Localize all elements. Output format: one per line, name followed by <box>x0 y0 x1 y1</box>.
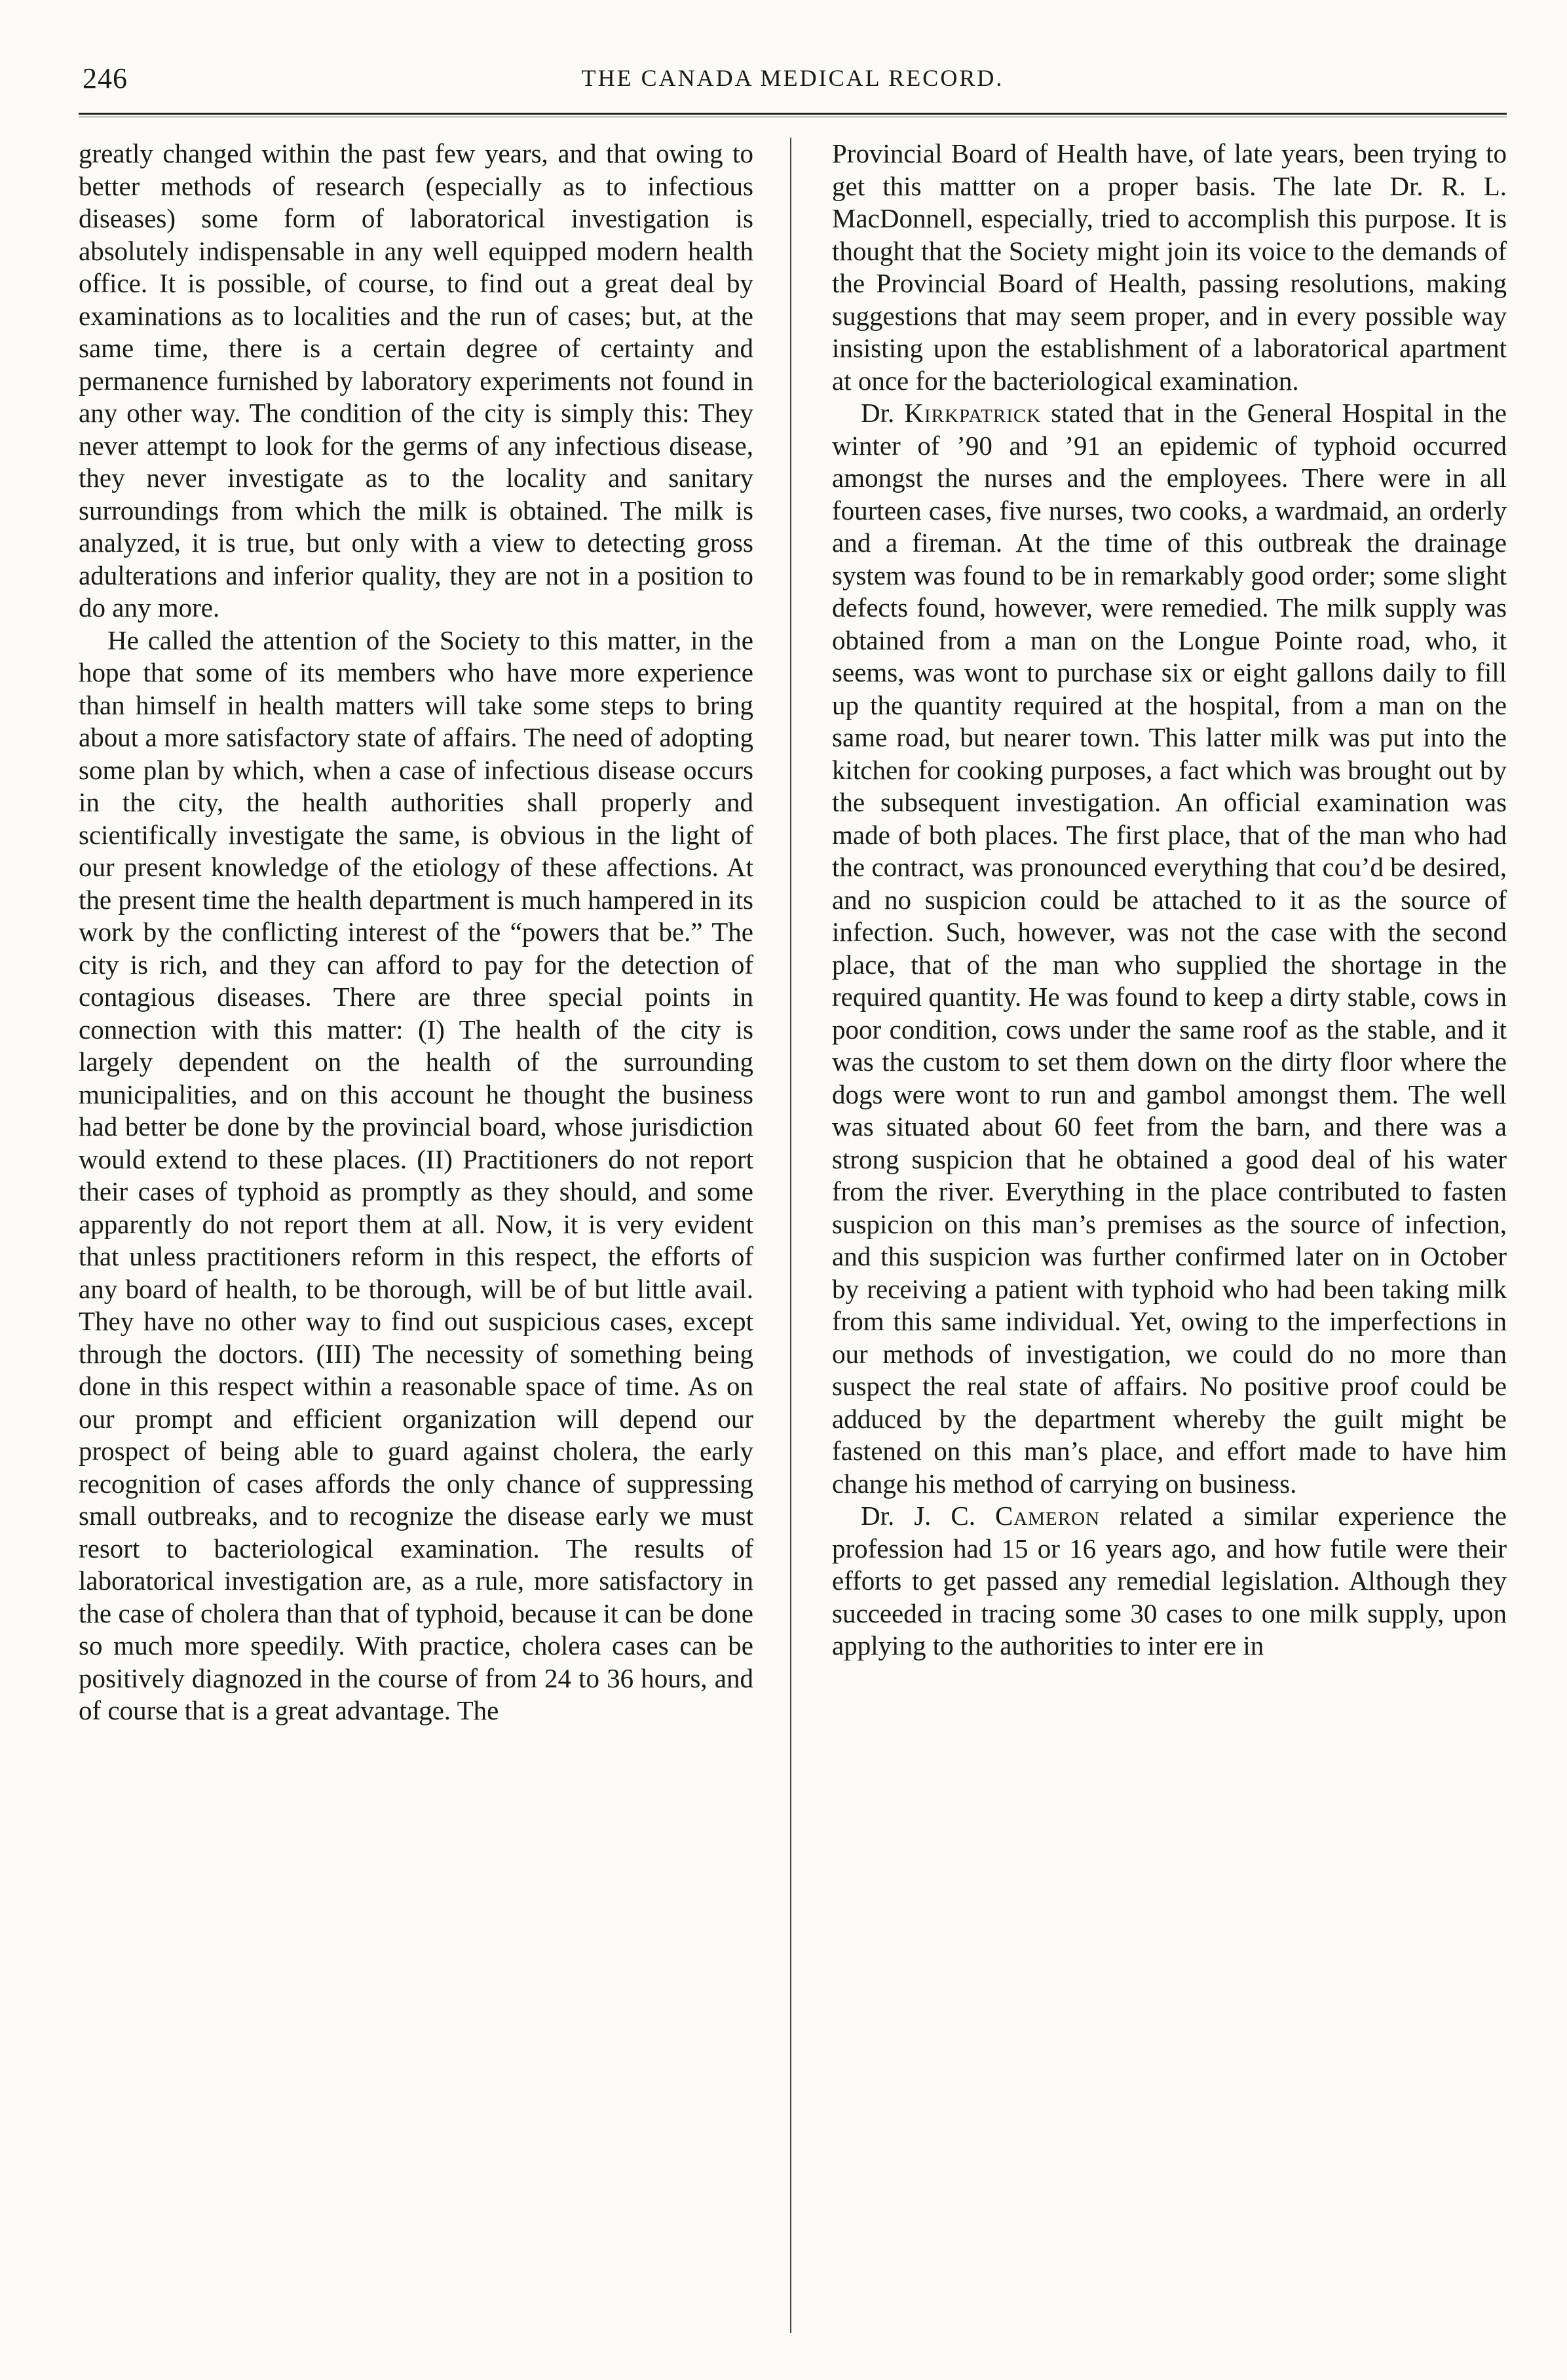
speaker-title: Dr. J. C. <box>861 1501 975 1531</box>
left-paragraph-2: He called the attention of the Society to this matter, in the hope that some of its members who have more experience than himself in health matters will take some steps to bring about a more satisfactory state of affairs. The need of adopting some plan by which, when a case of infectious disease occurs in the city, the health authorities shall properly and scientifically investigate the same, is obvious in the light of our present knowledge of the etiology of these affections. At the present time the health department is much hampered in its work by the conflicting interest of the “powers that be.” The city is rich, and they can afford to pay for the detection of contagious diseases. There are three special points in connection with this matter: (I) The health of the city is largely dependent on the health of the surrounding municipalities, and on this account he thought the business had better be done by the provincial board, whose jurisdiction would extend to these places. (II) Practitioners do not report their cases of typhoid as promptly as they should, and some apparently do not report them at all. Now, it is very evident that unless practitioners reform in this respect, the efforts of any board of health, to be thorough, will be of but little avail. They have no other way to find out suspicious cases, except through the doctors. (III) The necessity of something being done in this respect within a reasonable space of time. As on our prompt and efficient organization will depend our prospect of being able to guard against cholera, the early recognition of cases affords the only chance of suppressing small outbreaks, and to recognize the disease early we must resort to bacteriological examination. The results of laboratorical investigation are, as a rule, more satisfactory in the case of cholera than that of typhoid, because it can be done so much more speedily. With practice, cholera cases can be positively diagnozed in the course of from 24 to 36 hours, and of course that is a great advantage. The <box>79 624 753 1725</box>
right-paragraph-3-text: related a similar experience the profession had 15 or 16 years ago, and how futile were their efforts to get passed any remedial legislation. Although they succeeded in tracing some 30 cases to one milk supply, upon applying to the authorities to inter ere in <box>832 1501 1507 1660</box>
left-paragraph-1: greatly changed within the past few years, and that owing to better methods of research (especially as to infectious diseases) some form of laboratorical investigation is absolutely indispensable in any well equipped modern health office. It is possible, of course, to find out a great deal by examinations as to localities and the run of cases; but, at the same time, there is a certain degree of certainty and permanence furnished by laboratory experiments not found in any other way. The condition of the city is simply this: They never attempt to look for the germs of any infectious disease, they never investigate as to the locality and sanitary surroundings from which the milk is obtained. The milk is analyzed, it is true, but only with a view to detecting gross adulterations and inferior quality, they are not in a position to do any more. <box>79 138 753 623</box>
right-paragraph-1: Provincial Board of Health have, of late years, been trying to get this mattter on a proper basis. The late Dr. R. L. MacDonnell, especially, tried to accomplish this purpose. It is thought that the Society might join its voice to the demands of the Provincial Board of Health, passing resolutions, making suggestions that may seem proper, and in every possible way insisting upon the establishment of a laboratorical apartment at once for the bacteriological examination. <box>832 138 1507 396</box>
header-rule <box>79 113 1507 115</box>
right-column <box>832 138 1507 1727</box>
right-paragraph-2 <box>832 397 1507 1500</box>
journal-title: THE CANADA MEDICAL RECORD. <box>581 65 1004 91</box>
speaker-name-kirkpatrick: Kirkpatrick <box>904 398 1042 428</box>
right-paragraph-3 <box>832 1500 1507 1662</box>
left-column <box>79 138 753 1727</box>
right-paragraph-2-text: stated that in the General Hospital in the winter of ’90 and ’91 an epidemic of typhoid occurred amongst the nurses and the employees. There were in all fourteen cases, five nurses, two cooks, a wardmaid, an orderly and a fireman. At the time of this outbreak the drainage system was found to be in remarkably good order; some slight defects found, however, were remedied. The milk supply was obtained from a man on the Longue Pointe road, who, it seems, was wont to purchase six or eight gallons daily to fill up the quantity required at the hospital, from a man on the same road, but nearer town. This latter milk was put into the kitchen for cooking purposes, a fact which was brought out by the subsequent investigation. An official examination was made of both places. The first place, that of the man who had the contract, was pronounced everything that cou’d be desired, and no suspicion could be attached to it as the source of infection. Such, however, was not the case with the second place, that of the man who supplied the shortage in the required quantity. He was found to keep a dirty stable, cows in poor condition, cows under the same roof as the stable, and it was the custom to set them down on the dirty floor where the dogs were wont to run and gambol amongst them. The well was situated about 60 feet from the barn, and there was a strong suspicion that he obtained a good deal of his water from the river. Everything in the place contributed to fasten suspicion on this man’s premises as the source of infection, and this suspicion was further confirmed later on in October by receiving a patient with typhoid who had been taking milk from this same individual. Yet, owing to the imperfections in our methods of investigation, we could do no more than suspect the real state of affairs. No positive proof could be adduced by the department whereby the guilt might be fastened on this man’s place, and effort made to have him change his method of carrying on business. <box>832 398 1507 1499</box>
speaker-title: Dr. <box>861 398 895 428</box>
page-number: 246 <box>83 62 128 94</box>
text-columns <box>79 138 1507 1727</box>
page <box>79 52 1507 1725</box>
speaker-name-cameron: Cameron <box>994 1501 1100 1531</box>
running-head <box>79 52 1507 105</box>
column-divider <box>790 138 791 2333</box>
